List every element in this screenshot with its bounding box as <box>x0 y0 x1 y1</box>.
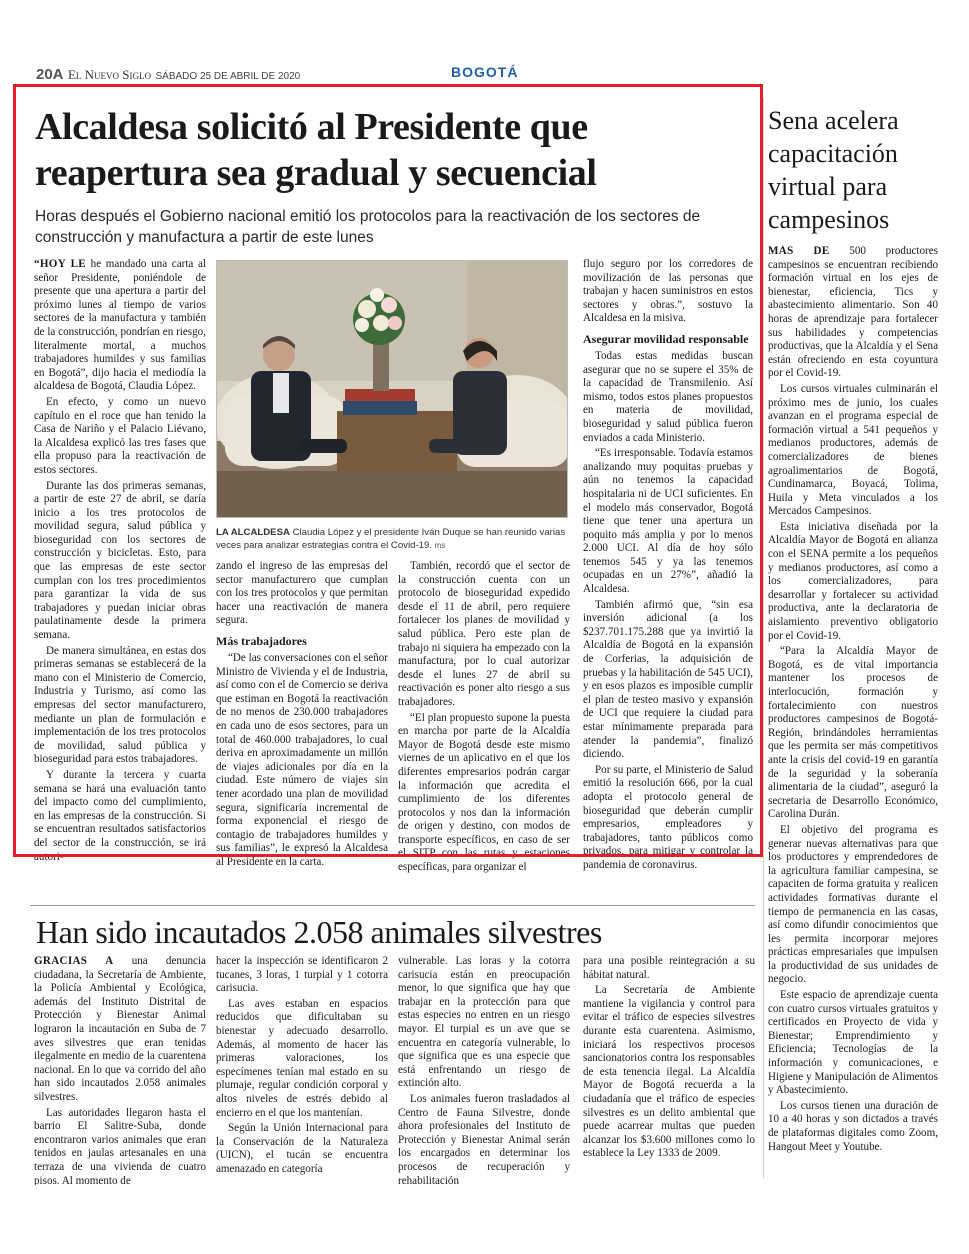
article-divider <box>30 905 755 906</box>
paragraph: Según la Unión Internacional para la Conservación de la Naturaleza (UICN), el tucán se encuentra amenazado en categoría <box>216 1122 388 1175</box>
paragraph: Todas estas medidas buscan asegurar que no se supere el 35% de la capacidad de Transmilenio. Así mismo, todos estos planes propuestos en materia de movilidad, bioseguridad y salud pública fueron enviados a cada Ministerio. <box>583 349 753 444</box>
paragraph: “Es irresponsable. Todavía estamos analizando muy poquitas pruebas y aún no tenemos la capacidad hospitalaria ni de UCI suficientes. En el modelo más conservador, Bogotá tiene que tener una apertura un poquito más amplia y por lo menos 2.000 UCI. Al día de hoy sólo tenemos 545 y ya las tenemos ocupadas en un 27%”, añadió la Alcaldesa. <box>583 447 753 596</box>
sidebar-headline: Sena acelera capacitación virtual para campesinos <box>768 106 899 234</box>
page-number: 20A <box>36 66 64 83</box>
publication-name: El Nuevo Siglo <box>67 67 152 82</box>
paragraph: Los animales fueron trasladados al Centro de Fauna Silvestre, donde ahora profesionales del Instituto de Protección y Bienestar Animal serán los encargados en determinar los procesos de recuperación y rehabilitación <box>398 1092 570 1185</box>
lead-in: MÁS DE <box>768 245 830 257</box>
news-photo <box>216 260 568 518</box>
page-header <box>36 64 936 86</box>
photo-credit: ms <box>434 541 446 550</box>
main-column-2 <box>216 560 388 900</box>
lead-in: GRACIAS A <box>34 955 114 967</box>
paragraph: Los cursos tienen una duración de 10 a 40 horas y son dictados a través de plataformas digitales como Zoom, Hangout Meet y Youtube. <box>768 1099 938 1153</box>
paragraph <box>768 245 938 381</box>
second-headline: Han sido incautados 2.058 animales silvestres <box>36 914 602 950</box>
paragraph-text: he mandado una carta al señor Presidente, poniéndole de presente que una apertura a partir del próximo lunes al tiempo de varios sectores de la manufactura y también de la construcción, pondrían en riesgo, literalmente mortal, a muchos trabajadores humildes y sus familias en Bogotá”, dijo hacia el mediodía la alcaldesa de Bogotá, Claudia López. <box>34 258 206 393</box>
paragraph: También afirmó que, “sin esa inversión adicional (a los $237.701.175.288 que ya invirtió la Alcaldía de Bogotá en la expansión de Corferias, la adquisición de pruebas y la habilitación de 545 UCI), y en esos plazos es imposible cumplir el plan de testeo masivo y expansión de UCI que requiere la ciudad para estar mínimamente preparada para atender la pandemia”, finalizó diciendo. <box>583 598 753 761</box>
paragraph: Los cursos virtuales culminarán el próximo mes de junio, los cuales avanzan en el programa especial de formación virtual a 541 pequeños y medianos productores, además de comercializadores de bienes agroalimentarios de Bogotá, Cundinamarca, Boyacá, Tolima, Huila y Meta vinculados a los Mercados Campesinos. <box>768 382 938 518</box>
photo-caption <box>216 526 568 552</box>
paragraph-text: 500 productores campesinos se encuentran recibiendo formación virtual en los ejes de bienestar, eficiencia, Tics y abastecimiento alimentario. Son 40 horas de aprendizaje para fortalecer sus habilidades y competencias productivas, que la Alcaldía y el Sena están ofreciendo en esta coyuntura por el Covid-19. <box>768 245 938 380</box>
second-column-3 <box>398 955 570 1185</box>
paragraph: Este espacio de aprendizaje cuenta con cuatro cursos virtuales gratuitos y certificados en Proyecto de vida y Bienestar; Emprendimiento y Eficiencia; Tecnologías de la información y comunicaciones, e Higiene y Manipulación de Alimentos y Abastecimiento. <box>768 989 938 1097</box>
caption-lead: LA ALCALDESA <box>216 527 290 538</box>
paragraph <box>34 258 206 394</box>
main-column-3 <box>398 560 570 900</box>
paragraph: vulnerable. Las loras y la cotorra carisucia están en preocupación menor, lo que significa que hay que trabajar en la protección para que estas especies no entren en un riesgo mayor. El turpial es un ave que se encuentra en categoría vulnerable, lo que significa que es una especie que está enfrentando un riesgo de extinción alto. <box>398 955 570 1090</box>
paragraph: La Secretaría de Ambiente mantiene la vigilancia y control para evitar el tráfico de especies silvestres durante esta cuarentena. Asimismo, iniciará los respectivos procesos sancionatorios contra los responsables de esta tenencia ilegal. La Alcaldía Mayor de Bogotá recuerda a la ciudadanía que el tráfico de especies silvestres es un delito ambiental que puede acarrear multas que pueden alcanzar los $3.600 millones como lo establece la Ley 1333 de 2009. <box>583 984 755 1160</box>
paragraph: zando el ingreso de las empresas del sector manufacturero que cumplan con los tres protocolos y que permitan hacer una reactivación de manera segura. <box>216 560 388 627</box>
paragraph: Esta iniciativa diseñada por la Alcaldía Mayor de Bogotá en alianza con el SENA permite a los pequeños y medianos productores, así como a los comercializadores, para desarrollar y fortalecer su actividad productiva, ante la declaratoria de aislamiento preventivo obligatorio por el Covid-19. <box>768 520 938 642</box>
second-column-2 <box>216 955 388 1185</box>
paragraph: flujo seguro por los corredores de movilización de las personas que trabajan y hacen suministros en estos sectores y obras.”, sostuvo la Alcaldesa en la misiva. <box>583 258 753 325</box>
main-column-1 <box>34 258 206 900</box>
caption-text: Claudia López y el presidente Iván Duque se han reunido varias veces para analizar estrategias contra el Covid-19. <box>216 527 566 551</box>
main-column-4 <box>583 258 753 900</box>
lead-in: “HOY LE <box>34 258 86 270</box>
paragraph: “De las conversaciones con el señor Ministro de Vivienda y el de Industria, así como con el de Comercio se deriva que estiman en Bogotá la reactivación de no menos de 230.000 trabajadores en cada uno de esos sectores, para un total de 460.000 trabajadores, lo cual deriva en aproximadamente un millón de viajes adicionales por día en la ciudad. Este número de viajes sin tener acordado una plan de movilidad segura, significaría incremental de forma exponencial el riesgo de contagio de trabajadores humildes y sus familias”, le expresó la Alcaldesa al Presidente en la carta. <box>216 651 388 868</box>
main-headline: Alcaldesa solicitó al Presidente que reapertura sea gradual y secuencial <box>35 106 597 194</box>
paragraph: En efecto, y como un nuevo capítulo en el roce que han tenido la Casa de Nariño y el Palacio Liévano, la Alcaldesa explicó las tres fases que ella propuso para la reactivación de estos sectores. <box>34 395 206 476</box>
paragraph: Por su parte, el Ministerio de Salud emitió la resolución 666, por la cual adopta el protocolo general de bioseguridad que deberán cumplir empresarios, empleadores y trabajadores, tanto públicos como privados, para mitigar y controlar la pandemia de coronavirus. <box>583 763 753 871</box>
paragraph: También, recordó que el sector de la construcción cuenta con un protocolo de bioseguridad expedido desde el 11 de abril, pero requiere fortalecer los planes de movilidad y salud pública. Pero este plan de trabajo ni siquiera ha empezado con la manufactura, por lo cual autorizar desde el lunes 27 de abril su reactivación es poner alto riesgo a sus trabajadores. <box>398 560 570 708</box>
paragraph: Las autoridades llegaron hasta el barrio El Salitre-Suba, donde encontraron varios animales que eran tenidos en jaulas artesanales en una terraza de una vivienda de cuatro pisos. Al momento de <box>34 1106 206 1185</box>
paragraph <box>34 955 206 1105</box>
paragraph: Durante las dos primeras semanas, a partir de este 27 de abril, se daría inicio a los tres protocolos de movilidad segura, salud pública y bioseguridad con los sectores de construcción y bicicletas. Esto, para que las empresas de este sector cumplan con los tres procedimientos para garantizar la vida de sus trabajadores y puedan iniciar obras paulatinamente desde la primera semana. <box>34 479 206 642</box>
paragraph: “El plan propuesto supone la puesta en marcha por parte de la Alcaldía Mayor de Bogotá desde este mismo viernes de un aplicativo en el que los diferentes empresarios podrán cargar la información que acredita el cumplimiento de los diferentes protocolos y nos dan la información de origen y destino, con modos de transporte específicos, en caso de ser el SITP con las rutas y estaciones específicas, para organizar el <box>398 711 570 874</box>
paragraph: “Para la Alcaldía Mayor de Bogotá, es de vital importancia mantener los procesos de interlocución, formación y fortalecimiento con nuestros productores campesinos de Bogotá-Región, brindándoles herramientas que les permita ser más competitivos ante la crisis del covid-19 en garantía de la seguridad y la soberanía alimentaria de la ciudad”, aseguró la secretaria de Desarrollo Económico, Carolina Durán. <box>768 645 938 821</box>
paragraph: para una posible reintegración a su hábitat natural. <box>583 955 755 981</box>
subheading: Más trabajadores <box>216 633 307 648</box>
folio <box>36 66 300 83</box>
paragraph: hacer la inspección se identificaron 2 tucanes, 3 loras, 1 turpial y 1 cotorra carisucia. <box>216 955 388 995</box>
sidebar-column <box>768 245 938 1190</box>
subheading: Asegurar movilidad responsable <box>583 331 749 346</box>
column-rule <box>763 98 764 1178</box>
second-column-4 <box>583 955 755 1185</box>
paragraph-text: una denuncia ciudadana, la Secretaría de Ambiente, la Policía Ambiental y Ecológica, además del Instituto Distrital de Protección y Bienestar Animal lograron la incautación en Suba de 7 aves silvestres que eran tenidas ilegalmente en medio de la cuarentena nacional. En lo que va corrido del año han sido incautados 2.058 animales silvestres. <box>34 955 206 1103</box>
paragraph: De manera simultánea, en estas dos primeras semanas se establecerá de la mano con el Ministerio de Comercio, Industria y Turismo, así como las empresas del sector manufacturero, mediante un plan de formulación e implementación de los tres protocolos de movilidad, salud pública y bioseguridad para estos trabajadores. <box>34 644 206 766</box>
issue-date: SÁBADO 25 DE ABRIL DE 2020 <box>155 71 301 82</box>
section-name: BOGOTÁ <box>451 64 519 80</box>
paragraph: Y durante la tercera y cuarta semana se hará una evaluación tanto del impacto como del cumplimiento, en las empresas de la construcción. Si se encuentran resultados satisfactorios del sector de la construcción, se irá autori- <box>34 768 206 863</box>
photo-illustration <box>217 261 568 518</box>
main-deck: Horas después el Gobierno nacional emitió los protocolos para la reactivación de los sectores de construcción y manufactura a partir de este lunes <box>35 208 701 246</box>
paragraph: El objetivo del programa es generar nuevas alternativas para que los productores y emprendedores de la agricultura familiar campesina, se capaciten de forma gratuita y realicen actividades formativas durante el tiempo de permanencia en las casas, así como difundir conocimientos que les permita incorporar mejores prácticas empresariales que impulsen la productividad de sus unidades de negocio. <box>768 823 938 986</box>
second-column-1 <box>34 955 206 1185</box>
paragraph: Las aves estaban en espacios reducidos que dificultaban su bienestar y adecuado desarrollo. Además, al momento de hacer las primeras valoraciones, los especímenes tenían mal estado en su plumaje, regular condición corporal y altos niveles de estrés debido al encierro en el que los mantenían. <box>216 997 388 1119</box>
